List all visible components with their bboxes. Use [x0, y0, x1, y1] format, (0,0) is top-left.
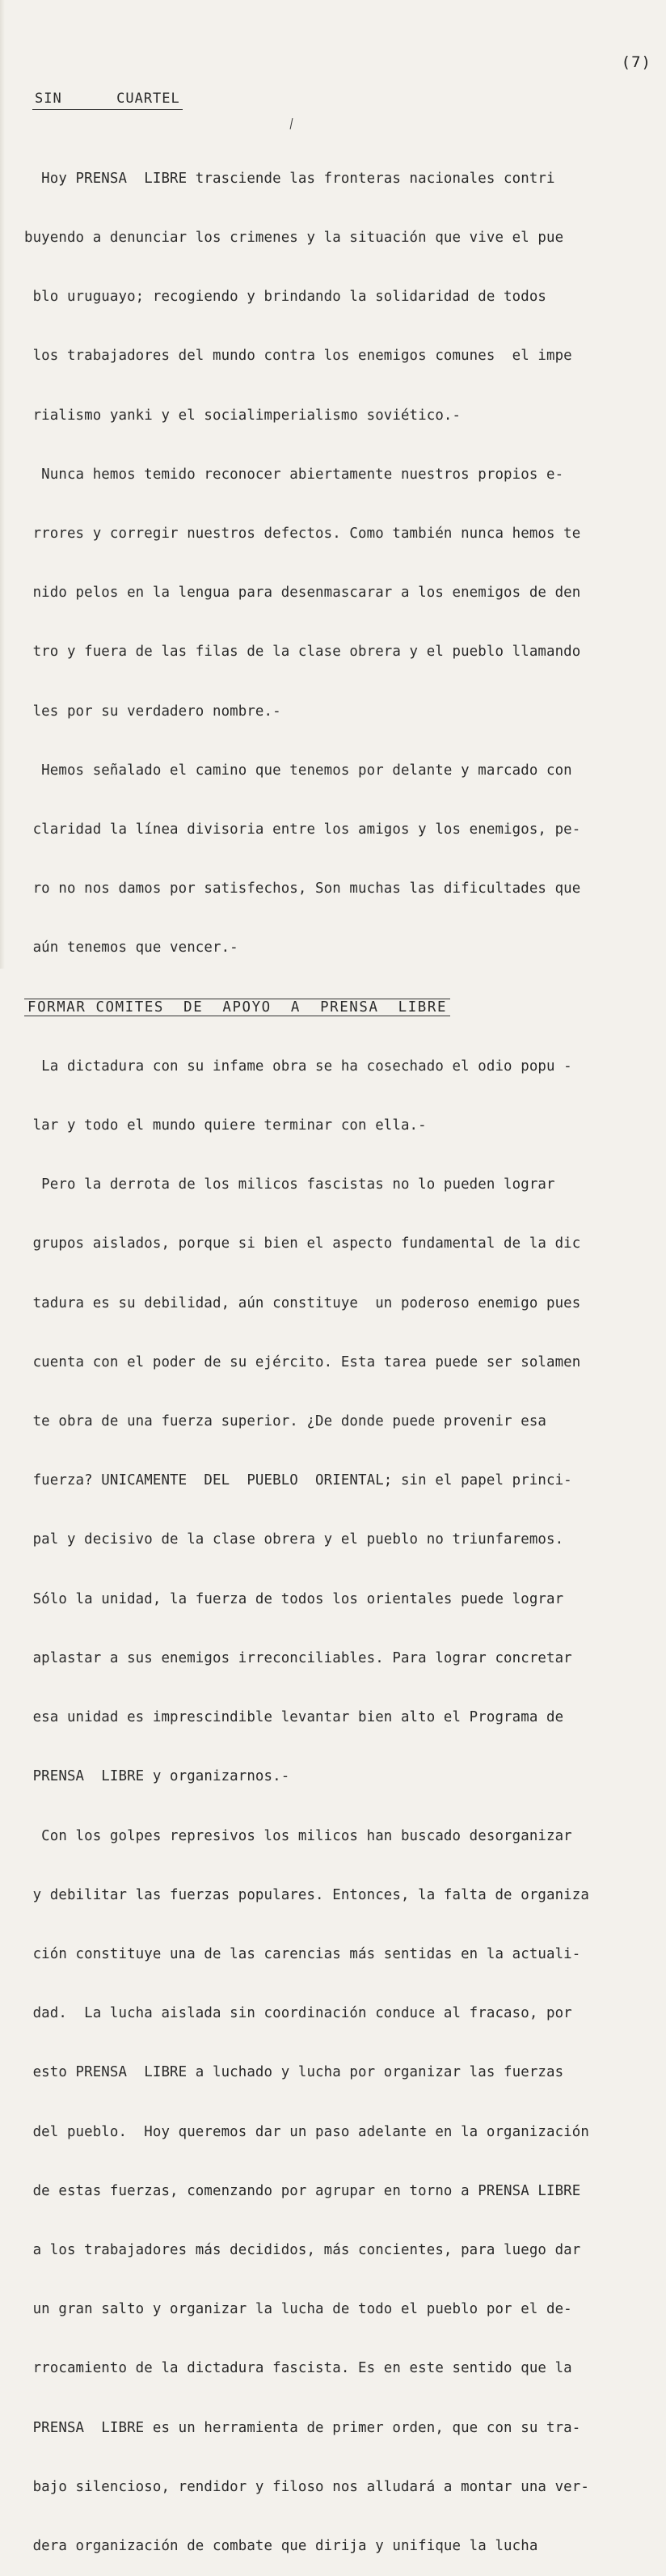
text-line: tro y fuera de las filas de la clase obrera y el pueblo llamando [24, 644, 581, 661]
text-line: bajo silencioso, rendidor y filoso nos alludará a montar una ver- [24, 2478, 589, 2495]
page-number: (7) [621, 53, 651, 71]
text-line: un gran salto y organizar la lucha de todo el pueblo por el de- [24, 2301, 572, 2318]
text-line: PRENSA LIBRE y organizarnos.- [24, 1768, 290, 1785]
text-line: Pero la derrota de los milicos fascistas no lo pueden lograr [24, 1176, 555, 1193]
text-line: les por su verdadero nombre.- [24, 703, 281, 720]
section-heading: SIN CUARTEL [32, 91, 183, 110]
text-line: del pueblo. Hoy queremos dar un paso adelante en la organización [24, 2123, 589, 2140]
page-edge-shadow [0, 0, 5, 969]
text-line: los trabajadores del mundo contra los enemigos comunes el impe [24, 348, 572, 365]
text-line: y debilitar las fuerzas populares. Entonces, la falta de organiza [24, 1886, 589, 1903]
text-line: rrocamiento de la dictadura fascista. Es en este sentido que la [24, 2360, 572, 2377]
text-line: nido pelos en la lengua para desenmascarar a los enemigos de den [24, 585, 581, 602]
document-body [24, 129, 655, 2576]
text-line: pal y decisivo de la clase obrera y el pueblo no triunfaremos. [24, 1531, 564, 1548]
text-line: La dictadura con su infame obra se ha cosechado el odio popu - [24, 1058, 572, 1075]
text-line: Sólo la unidad, la fuerza de todos los orientales puede lograr [24, 1590, 564, 1607]
pen-mark [290, 118, 293, 129]
text-line: blo uruguayo; recogiendo y brindando la solidaridad de todos [24, 289, 546, 306]
text-line: de estas fuerzas, comenzando por agrupar en torno a PRENSA LIBRE [24, 2182, 581, 2199]
text-line: rialismo yanki y el socialimperialismo soviético.- [24, 407, 462, 424]
text-line: grupos aislados, porque si bien el aspecto fundamental de la dic [24, 1235, 581, 1252]
text-line: aplastar a sus enemigos irreconciliables. Para lograr concretar [24, 1649, 572, 1666]
text-line: lar y todo el mundo quiere terminar con ella.- [24, 1117, 427, 1134]
text-line: Hoy PRENSA LIBRE trasciende las fronteras nacionales contri [24, 170, 555, 187]
sub-heading-text: FORMAR COMITES DE APOYO A PRENSA LIBRE [24, 999, 450, 1016]
text-line: esto PRENSA LIBRE a luchado y lucha por organizar las fuerzas [24, 2064, 564, 2081]
text-line: Nunca hemos temido reconocer abiertamente nuestros propios e- [24, 466, 564, 483]
text-line: buyendo a denunciar los crimenes y la situación que vive el pue [24, 230, 564, 247]
text-line: PRENSA LIBRE es un herramienta de primer orden, que con su tra- [24, 2419, 581, 2436]
text-line: fuerza? UNICAMENTE DEL PUEBLO ORIENTAL; sin el papel princi- [24, 1472, 572, 1489]
text-line: esa unidad es imprescindible levantar bien alto el Programa de [24, 1709, 564, 1726]
text-line: rrores y corregir nuestros defectos. Como también nunca hemos te [24, 526, 581, 543]
text-line: tadura es su debilidad, aún constituye un poderoso enemigo pues [24, 1294, 581, 1311]
text-line: aún tenemos que vencer.- [24, 940, 238, 956]
text-line: a los trabajadores más decididos, más concientes, para luego dar [24, 2241, 581, 2258]
text-line: dera organización de combate que dirija y unifique la lucha [24, 2537, 538, 2554]
text-line: cuenta con el poder de su ejército. Esta tarea puede ser solamen [24, 1353, 581, 1370]
text-line: claridad la línea divisoria entre los amigos y los enemigos, pe- [24, 821, 581, 838]
text-line: Con los golpes represivos los milicos han buscado desorganizar [24, 1827, 572, 1844]
text-line: Hemos señalado el camino que tenemos por delante y marcado con [24, 762, 572, 779]
text-line: ro no nos damos por satisfechos, Son muchas las dificultades que [24, 880, 581, 897]
text-line: dad. La lucha aislada sin coordinación conduce al fracaso, por [24, 2005, 572, 2022]
sub-heading [24, 998, 655, 1017]
text-line: ción constituye una de las carencias más sentidas en la actuali- [24, 1945, 581, 1962]
text-line: te obra de una fuerza superior. ¿De donde puede provenir esa [24, 1413, 546, 1430]
